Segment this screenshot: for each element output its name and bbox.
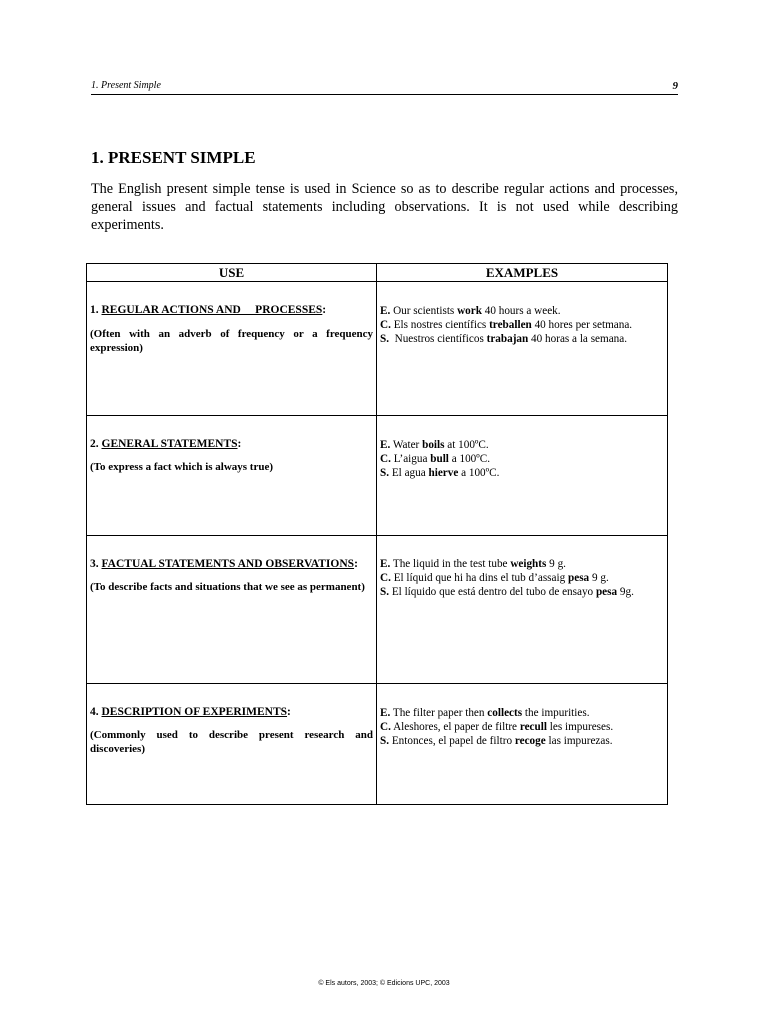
examples-cell (377, 684, 668, 805)
example-text: Water (390, 439, 423, 451)
example-line (380, 304, 664, 318)
example-line (380, 585, 664, 599)
example-verb: pesa (568, 572, 590, 584)
language-prefix: S. (380, 735, 390, 747)
example-verb: pesa (595, 586, 618, 598)
example-text: a 100ºC. (448, 453, 490, 465)
table-header-row (87, 264, 668, 282)
example-verb: hierve (428, 467, 459, 479)
language-prefix: C. (380, 721, 391, 733)
examples-cell (377, 416, 668, 536)
example-text: L’aigua (390, 453, 431, 465)
example-verb: treballen (489, 319, 532, 331)
copyright-footer: © Els autors, 2003; © Edicions UPC, 2003 (318, 980, 450, 987)
example-text: El líquid que hi ha dins el tub d’assaig (390, 572, 569, 584)
table-row (87, 416, 668, 536)
example-text: The liquid in the test tube (390, 558, 511, 570)
use-title (90, 706, 373, 719)
usage-table (86, 263, 668, 805)
example-text: las impurezas. (545, 735, 613, 747)
header-examples: EXAMPLES (377, 264, 668, 282)
use-title-suffix: : (287, 706, 291, 718)
example-text: 9g. (617, 586, 634, 598)
example-text: The filter paper then (390, 707, 488, 719)
language-prefix: S. (380, 467, 390, 479)
use-number: 3. (90, 558, 99, 570)
example-verb: recull (519, 721, 547, 733)
use-cell (87, 684, 377, 805)
example-text: 9 g. (589, 572, 609, 584)
example-line (380, 438, 664, 452)
use-number: 2. (90, 438, 99, 450)
language-prefix: C. (380, 453, 391, 465)
example-verb: weights (510, 558, 547, 570)
table-row (87, 684, 668, 805)
use-cell (87, 282, 377, 416)
header-use: USE (87, 264, 377, 282)
example-verb: collects (487, 707, 523, 719)
example-text: Els nostres científics (390, 319, 490, 331)
language-prefix: C. (380, 572, 391, 584)
example-text: at 100ºC. (444, 439, 489, 451)
examples-cell (377, 282, 668, 416)
use-title-text: REGULAR ACTIONS AND PROCESSES (101, 304, 323, 316)
example-line (380, 571, 664, 585)
example-text: the impurities. (522, 707, 590, 719)
language-prefix: C. (380, 319, 391, 331)
intro-paragraph: The English present simple tense is used in Science so as to describe regular actions and processes, general issues and factual statements including observations. It is not used while describing experiments. (91, 181, 678, 233)
use-title-suffix: : (354, 558, 358, 570)
use-title-suffix: : (322, 304, 327, 316)
page-number: 9 (672, 80, 678, 92)
example-text: Our scientists (390, 305, 458, 317)
use-title-text: FACTUAL STATEMENTS AND OBSERVATIONS (101, 558, 355, 570)
use-note: (Often with an adverb of frequency or a frequency expression) (90, 328, 373, 354)
example-line (380, 452, 664, 466)
example-text: Aleshores, el paper de filtre (390, 721, 520, 733)
example-verb: trabajan (486, 333, 529, 345)
use-title (90, 304, 373, 317)
table-row (87, 282, 668, 416)
example-text: Nuestros científicos (389, 333, 487, 345)
example-line (380, 557, 664, 571)
table-row (87, 536, 668, 684)
language-prefix: E. (380, 558, 391, 570)
example-text: a 100ºC. (458, 467, 500, 479)
example-verb: boils (422, 439, 445, 451)
use-number: 4. (90, 706, 99, 718)
example-line (380, 720, 664, 734)
example-text: 9 g. (546, 558, 566, 570)
use-title-text: DESCRIPTION OF EXPERIMENTS (101, 706, 288, 718)
language-prefix: S. (380, 586, 390, 598)
use-title-suffix: : (237, 438, 242, 450)
example-text: 40 hores per setmana. (531, 319, 633, 331)
use-title (90, 438, 373, 451)
use-note: (To express a fact which is always true) (90, 461, 274, 473)
use-cell (87, 536, 377, 684)
use-title (90, 558, 373, 571)
example-text: 40 hours a week. (481, 305, 561, 317)
language-prefix: E. (380, 707, 391, 719)
use-note: (Commonly used to describe present research and discoveries) (90, 729, 373, 755)
language-prefix: S. (380, 333, 390, 345)
example-text: El agua (389, 467, 429, 479)
running-head (91, 80, 678, 95)
use-number: 1. (90, 304, 99, 316)
example-verb: recoge (514, 735, 546, 747)
use-title-text: GENERAL STATEMENTS (101, 438, 238, 450)
example-line (380, 706, 664, 720)
example-text: El líquido que está dentro del tubo de ensayo (389, 586, 596, 598)
example-text: Entonces, el papel de filtro (389, 735, 515, 747)
example-text: 40 horas a la semana. (528, 333, 628, 345)
example-line (380, 466, 664, 480)
example-verb: bull (430, 453, 449, 465)
example-verb: work (457, 305, 482, 317)
use-cell (87, 416, 377, 536)
use-note: (To describe facts and situations that we see as permanent) (90, 581, 365, 593)
examples-cell (377, 536, 668, 684)
example-text: les impureses. (546, 721, 614, 733)
section-title: 1. PRESENT SIMPLE (91, 148, 256, 167)
language-prefix: E. (380, 305, 391, 317)
example-line (380, 318, 664, 332)
language-prefix: E. (380, 439, 391, 451)
running-head-title: 1. Present Simple (91, 80, 161, 91)
example-line (380, 332, 664, 346)
example-line (380, 734, 664, 748)
